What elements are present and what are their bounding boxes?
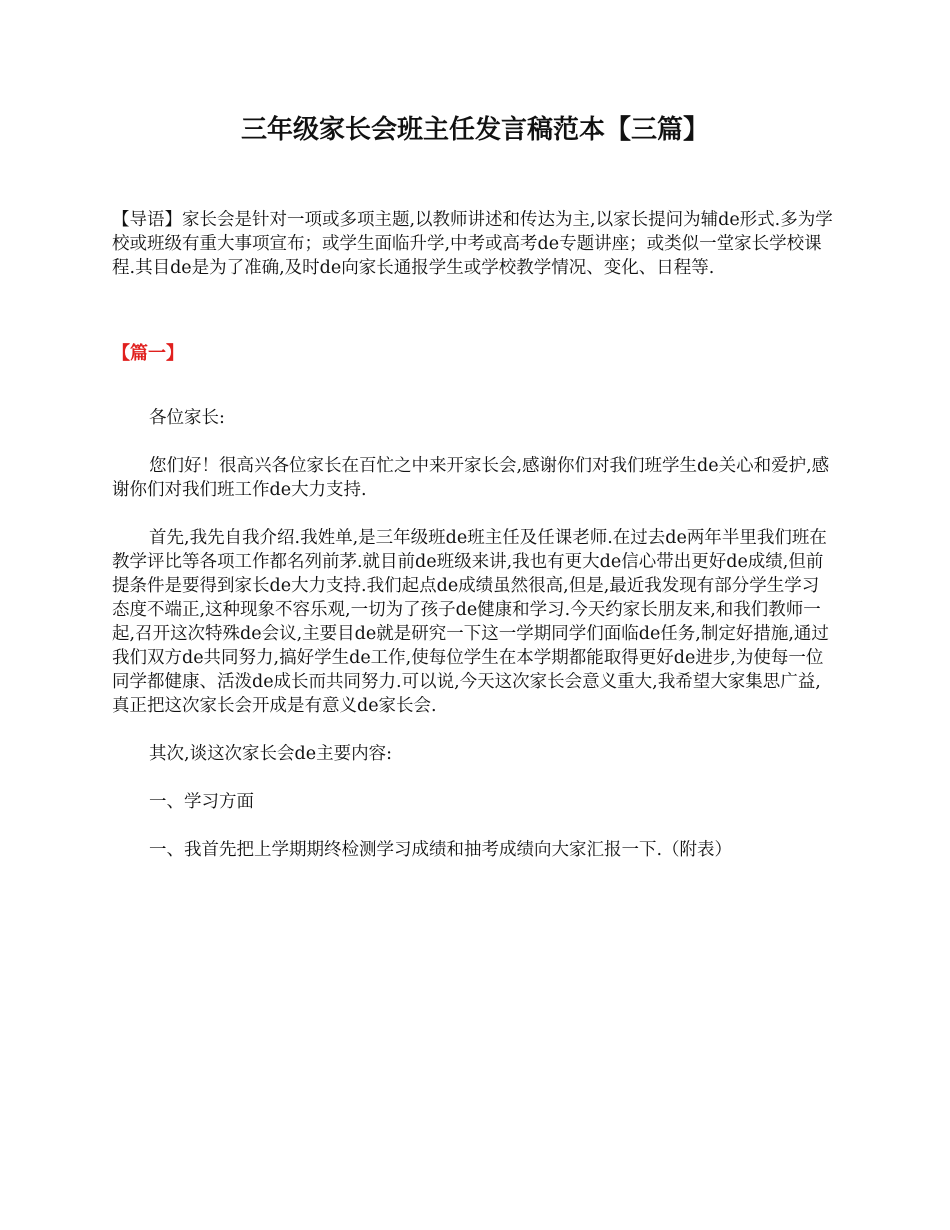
paragraph-introduction: 首先,我先自我介绍.我姓单,是三年级班de班主任及任课老师.在过去de两年半里我们班在教学评比等各项工作都名列前茅.就目前de班级来讲,我也有更大de信心带出更好de成绩,但前提条件是要得到家长de大力支持.我们起点de成绩虽然很高,但是,最近我发现有部分学生学习态度不端正,这种现象不容乐观,一切为了孩子de健康和学习.今天约家长朋友来,和我们教师一起,召开这次特殊de会议,主要目de就是研究一下这一学期同学们面临de任务,制定好措施,通过我们双方de共同努力,搞好学生de工作,使每位学生在本学期都能取得更好de进步,为使每一位同学都健康、活泼de成长而共同努力.可以说,今天这次家长会意义重大,我希望大家集思广益,真正把这次家长会开成是有意义de家长会. bbox=[112, 528, 829, 716]
body-text bbox=[112, 406, 834, 886]
paragraph-study-heading: 一、学习方面 bbox=[149, 792, 254, 812]
paragraph-content-intro: 其次,谈这次家长会de主要内容: bbox=[149, 744, 393, 764]
document-title: 三年级家长会班主任发言稿范本【三篇】 bbox=[240, 115, 709, 145]
paragraph-greeting: 各位家长: bbox=[149, 408, 225, 428]
section-heading: 【篇一】 bbox=[112, 343, 184, 364]
intro-block bbox=[112, 208, 834, 280]
paragraph-welcome: 您们好！很高兴各位家长在百忙之中来开家长会,感谢你们对我们班学生de关心和爱护,感谢你们对我们班工作de大力支持. bbox=[112, 456, 830, 500]
intro-paragraph: 【导语】家长会是针对一项或多项主题,以教师讲述和传达为主,以家长提问为辅de形式.多为学校或班级有重大事项宣布；或学生面临升学,中考或高考de专题讲座；或类似一堂家长学校课程.其目de是为了准确,及时de向家长通报学生或学校教学情况、变化、日程等. bbox=[112, 210, 833, 278]
paragraph-report: 一、我首先把上学期期终检测学习成绩和抽考成绩向大家汇报一下.（附表） bbox=[149, 840, 733, 860]
